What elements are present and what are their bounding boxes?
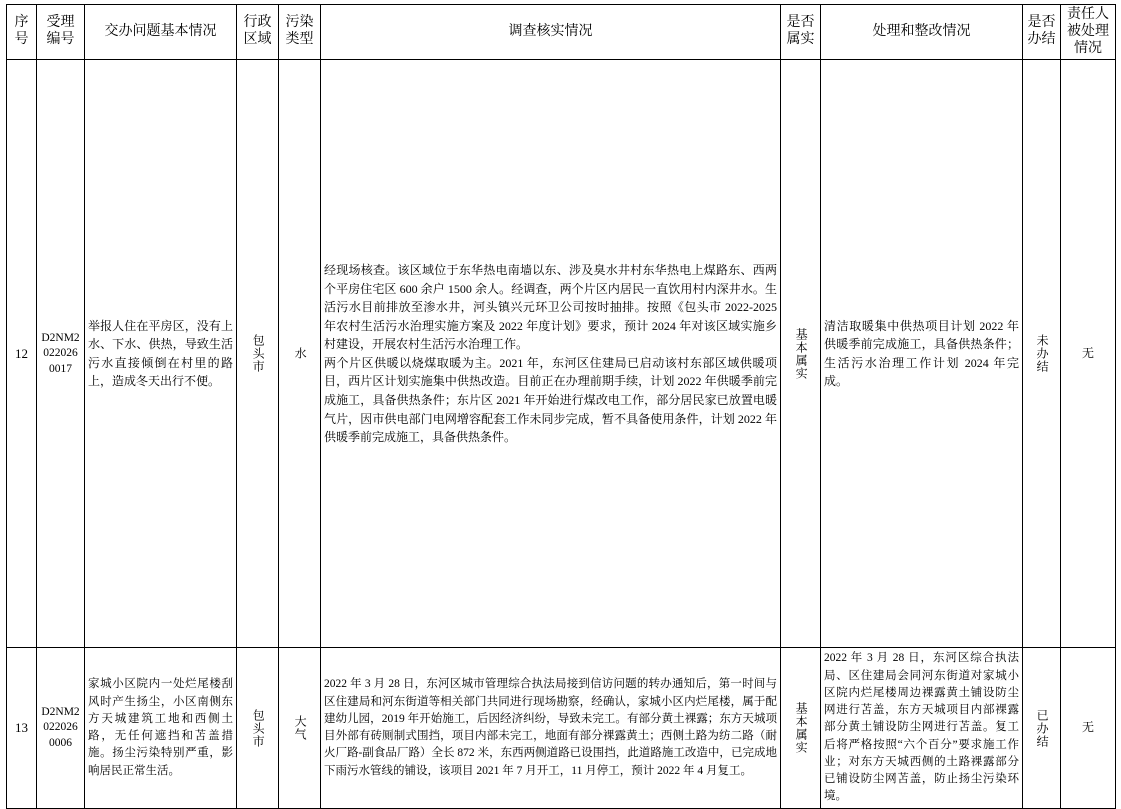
table-row [7,648,1116,808]
cell-pollution-type [279,60,321,648]
cell-case-id: D2NM2022026 0017 [37,60,85,648]
region-text: 包头市 [251,334,266,374]
header-handling: 处理和整改情况 [821,5,1023,60]
header-is-true: 是否属实 [781,5,821,60]
cell-is-closed [1023,648,1061,808]
pollution-type-text: 大气 [293,715,308,742]
table-header [7,5,1116,60]
cell-handling [821,648,1023,808]
cell-basic [85,60,237,648]
cell-is-true [781,60,821,648]
table-body [7,60,1116,808]
cell-is-closed [1023,60,1061,648]
pollution-type-text: 水 [293,347,308,361]
is-true-text: 基本属实 [794,702,809,755]
cell-case-id: D2NM2022026 0006 [37,648,85,808]
cell-basic [85,648,237,808]
header-case-id: 受理编号 [37,5,85,60]
cell-seq: 13 [7,648,37,808]
cell-is-true [781,648,821,808]
table-header-row [7,5,1116,60]
inspection-cases-table [6,4,1116,809]
investigation-paragraph-2: 两个片区供暖以烧煤取暖为主。2021 年，东河区住建局已启动该村东部区域供暖项目，西片区计划实施集中供热改造。目前正在办理前期手续，计划 2022 年供暖季前完成施工，具备供热条件；东片区 2021 年开始进行煤改电工作，部分居民家已放置电暖气片，因市供电部门电网增容配套工作未同步完成，暂不具备使用条件，计划 2022 年供暖季前完成施工，具备供热条件。 [324,355,777,445]
basic-text: 家城小区院内一处烂尾楼刮风时产生扬尘，小区南侧东方天城建筑工地和西侧土路，无任何遮挡和苫盖措施。扬尘污染特别严重，影响居民正常生活。 [88,678,233,777]
investigation-paragraph-1: 经现场核查。该区域位于东华热电南墙以东、涉及臭水井村东华热电上煤路东、西两个平房住宅区 600 余户 1500 余人。经调查，两个片区内居民一直饮用村内深井水。生活污水目前排放至渗水井，河头镇兴元环卫公司按时抽排。按照《包头市 2022-2025 年农村生活污水治理实施方案及 2022 年度计划》要求，预计 2024 年对该区域实施乡村建设，开展农村生活污水治理工作。 [324,262,777,352]
header-basic: 交办问题基本情况 [85,5,237,60]
cell-seq: 12 [7,60,37,648]
cell-investigation [321,648,781,808]
header-region: 行政区域 [237,5,279,60]
cell-handling [821,60,1023,648]
is-true-text: 基本属实 [794,327,809,380]
cell-region [237,60,279,648]
is-closed-text: 已办结 [1035,708,1050,748]
is-closed-text: 未办结 [1035,334,1050,374]
header-pollution-type: 污染类型 [279,5,321,60]
cell-responsible: 无 [1061,60,1116,648]
header-responsible: 责任人被处理情况 [1061,5,1116,60]
header-is-closed: 是否办结 [1023,5,1061,60]
investigation-paragraph-1: 2022 年 3 月 28 日，东河区城市管理综合执法局接到信访问题的转办通知后，第一时间与区住建局和河东街道等相关部门共同进行现场勘察，经确认，家城小区内烂尾楼，属于配建幼儿园，2019 年开始施工，后因经济纠纷，导致未完工。有部分黄土裸露；东方天城项目外部有砖厕制式围挡，项目内部未完工，地面有部分裸露黄土；西侧土路为纺二路（耐火厂路-副食品厂路）全长 872 米，东西两侧道路已设围挡，此道路施工改造中，已完成地下雨污水管线的铺设，该项目 2021 年 7 月开工，11 月停工，预计 2022 年 4 月复工。 [324,678,777,777]
cell-responsible: 无 [1061,648,1116,808]
basic-text: 举报人住在平房区，没有上水、下水、供热，导致生活污水直接倾倒在村里的路上，造成冬天出行不便。 [88,318,233,389]
header-seq: 序号 [7,5,37,60]
cell-pollution-type [279,648,321,808]
cell-investigation [321,60,781,648]
region-text: 包头市 [251,708,266,748]
table-row [7,60,1116,648]
header-investigation: 调查核实情况 [321,5,781,60]
handling-text: 2022 年 3 月 28 日，东河区综合执法局、区住建局会同河东街道对家城小区院内烂尾楼周边裸露黄土铺设防尘网进行苫盖，东方天城项目内部裸露部分黄土铺设防尘网进行苫盖。复工后将严格按照“六个百分”要求施工作业；对东方天城西侧的土路裸露部分已铺设防尘网苫盖，防止扬尘污染环境。 [824,652,1019,803]
handling-text: 清洁取暖集中供热项目计划 2022 年供暖季前完成施工，具备供热条件；生活污水治理工作计划 2024 年完成。 [824,318,1019,389]
cell-region [237,648,279,808]
